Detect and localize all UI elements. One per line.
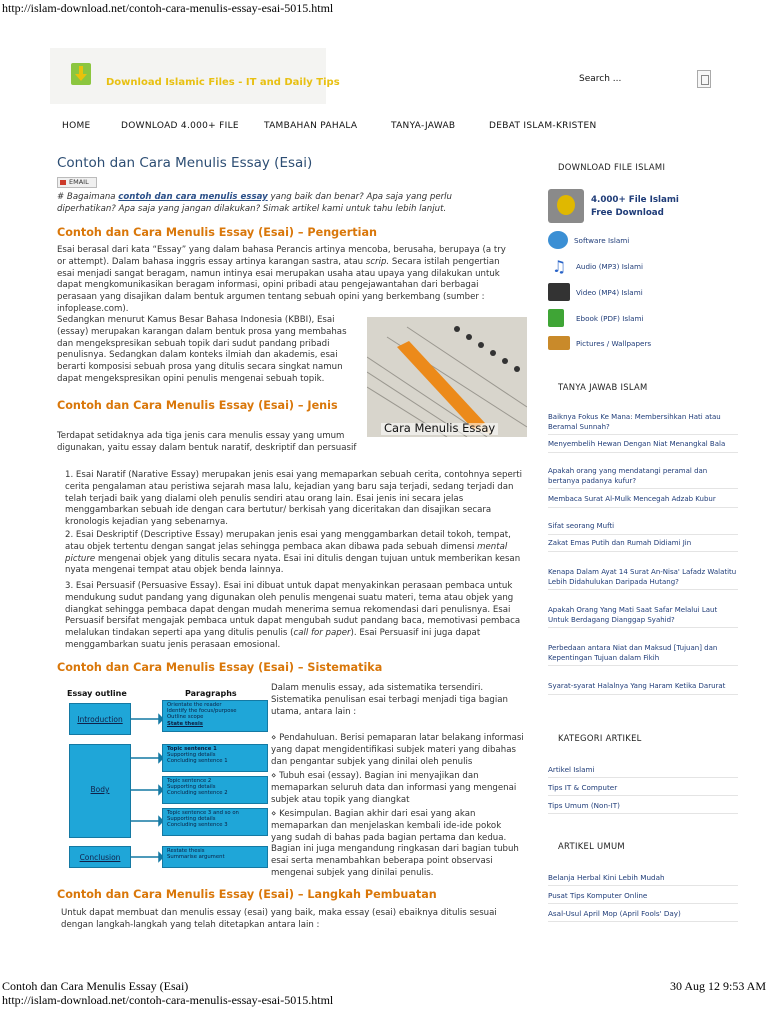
outline-para-body-3 (162, 808, 268, 836)
list-text: 3. Esai Persuasif (Persuasive Essay). Esai ini dibuat untuk dapat menyakinkan perasaan pembaca untuk mendukung sudut pandang yang digunakan oleh penulis mengenai suatu materi, tema atau objek yang diangkat sehingga pembaca dapat dengan mudah menerima semua rekomendasi dari penulisnya. Esai Persuasif bersifat mengajak pembaca untuk dapat mengubah sudut pandang baca, memotivasi pembaca melalukan tindakan seperti apa yang ditulis penulis ( (65, 581, 521, 639)
list-text: mental picture (65, 541, 508, 564)
email-button[interactable]: EMAIL (57, 177, 97, 188)
outline-line: State thesis (167, 720, 203, 727)
big-download-icon[interactable] (548, 189, 584, 223)
download-pictures[interactable] (548, 336, 651, 350)
heading-sistematika: Contoh dan Cara Menulis Essay (Esai) – Sistematika (57, 661, 383, 674)
qa-link[interactable]: Apakah orang yang mendatangi peramal dan bertanya padanya kufur? (548, 467, 738, 489)
site-banner[interactable] (50, 48, 340, 104)
qa-link[interactable]: Zakat Emas Putih dan Rumah Didiami Jin (548, 539, 738, 552)
list-jenis-2 (65, 530, 528, 577)
qa-link[interactable]: Perbedaan antara Niat dan Maksud [Tujuan] dan Kepentingan Tujuan dalam Fikih (548, 644, 738, 666)
nav-download[interactable]: DOWNLOAD 4.000+ FILE (121, 121, 239, 131)
picture-icon (548, 336, 570, 350)
bullet-pendahuluan: ⋄ Pendahuluan. Berisi pemaparan latar belakang informasi yang dapat mengidentifikasi subjek materi yang dibahas dan pengantar subjek yang dinilai oleh penulis (271, 733, 524, 767)
heading-langkah: Contoh dan Cara Menulis Essay (Esai) – Langkah Pembuatan (57, 888, 437, 901)
outline-line: Concluding sentence 1 (167, 758, 228, 765)
outline-label: Body (90, 785, 110, 794)
intro-link[interactable]: contoh dan cara menulis essay (118, 192, 268, 202)
outline-line: Summarise argument (167, 854, 225, 861)
outline-col-heading: Essay outline (67, 689, 127, 698)
outline-intro-box (69, 703, 131, 735)
print-date: 30 Aug 12 9:53 AM (669, 979, 766, 993)
download-label[interactable]: Audio (MP3) Islami (576, 261, 643, 271)
outline-line: Outline scope (167, 714, 204, 721)
outline-col-heading: Paragraphs (185, 689, 237, 698)
category-link[interactable]: Artikel Islami (548, 765, 738, 778)
sidebar-heading-qa: TANYA JAWAB ISLAM (558, 382, 648, 392)
qa-link[interactable]: Syarat-syarat Halalnya Yang Haram Ketika Darurat (548, 682, 738, 695)
para-text: Secara istilah pengertian esai menjadi sangat beragam, namun intinya esai merupakan usaha atau upaya yang dilakukan untuk dapat mengkomunikasikan beragam informasi, opini pribadi atau pengejawantahan dari berbagai perasaan yang disajikan dalam bentuk argumen tentang sebuah opini yang berkembang (sumber : infoplease.com). (57, 256, 500, 314)
list-text: mengenai objek yang ditulis secara nyata. Esai ini ditulis dengan tujuan untuk memberikan kesan nyata mengenai tempat atau objek benda lainnya. (65, 553, 521, 576)
sidebar-heading-download: DOWNLOAD FILE ISLAMI (558, 162, 666, 172)
outline-label: Introduction (77, 715, 123, 724)
category-link[interactable]: Tips Umum (Non-IT) (548, 801, 738, 814)
outline-line: Topic sentence 1 (167, 746, 217, 752)
category-link[interactable]: Tips IT & Computer (548, 783, 738, 796)
outline-line: Orientate the reader (167, 702, 222, 708)
nav-pahala[interactable]: TAMBAHAN PAHALA (264, 121, 358, 131)
outline-para-body-1 (162, 744, 268, 772)
heading-jenis: Contoh dan Cara Menulis Essay (Esai) – Jenis (57, 399, 338, 412)
outline-line: Supporting details (167, 784, 216, 791)
outline-line: Concluding sentence 2 (167, 790, 228, 797)
outline-body-box (69, 744, 131, 838)
para-jenis: Terdapat setidaknya ada tiga jenis cara menulis essay yang umum digunakan, yaitu essay dalam bentuk naratif, deskriptif dan persuasif (57, 431, 357, 453)
outline-line: Restate thesis (167, 848, 205, 854)
qa-link[interactable]: Baiknya Fokus Ke Mana: Membersihkan Hati atau Beramal Sunnah? (548, 413, 738, 435)
main-nav (62, 121, 597, 133)
sidebar-heading-kategori: KATEGORI ARTIKEL (558, 733, 642, 743)
page-title: Contoh dan Cara Menulis Essay (Esai) (57, 155, 313, 171)
outline-conclusion-box (69, 846, 131, 868)
list-jenis-3 (65, 581, 528, 652)
ebook-icon (548, 309, 564, 327)
big-download-link[interactable] (591, 194, 679, 220)
list-text: ). Esai Persuasif ini juga dapat menggambarkan suatu jenis perasaan emosional. (65, 628, 481, 650)
list-text: call for paper (293, 628, 351, 639)
qa-link[interactable]: Kenapa Dalam Ayat 14 Surat An-Nisa' Lafadz Walatitu Lebih Didahulukan Daripada Hutang? (548, 568, 738, 590)
print-page-title: Contoh dan Cara Menulis Essay (Esai) (2, 979, 189, 993)
qa-link[interactable]: Apakah Orang Yang Mati Saat Safar Melalui Laut Untuk Berdagang Dianggap Syahid? (548, 606, 738, 628)
list-text: 2. Esai Deskriptif (Descriptive Essay) merupakan jenis esai yang menggambarkan detail tokoh, tempat, atau objek tertentu dengan sangat jelas sehingga pembaca akan dibawa pada sebuah dimensi (65, 530, 511, 552)
qa-link[interactable]: Sifat seorang Mufti (548, 522, 738, 535)
para-text: scrip. (365, 256, 390, 267)
umum-link[interactable]: Asal-Usul April Mop (April Fools' Day) (548, 909, 738, 922)
outline-line: Topic sentence 3 and so on (167, 810, 239, 816)
intro-text: yang baik dan benar? Apa saja yang perlu diperhatikan? Apa saja yang jangan dilakukan? Simak artikel kami untuk tahu lebih lanjut. (57, 192, 453, 214)
sidebar-heading-umum: ARTIKEL UMUM (558, 841, 625, 851)
para-langkah: Untuk dapat membuat dan menulis essay (esai) yang baik, maka essay (esai) ebaiknya ditulis sesuai dengan langkah-langkah yang telah ditetapkan antara lain : (61, 908, 497, 930)
essay-photo (367, 317, 527, 437)
print-url-top: http://islam-download.net/contoh-cara-menulis-essay-esai-5015.html (2, 1, 334, 15)
download-software[interactable] (548, 231, 629, 249)
outline-para-conclusion (162, 846, 268, 868)
download-logo-icon (70, 62, 92, 86)
outline-line: Supporting details (167, 752, 216, 759)
para-pengertian (57, 245, 507, 316)
bullet-kesimpulan: ⋄ Kesimpulan. Bagian akhir dari esai yang akan memaparkan dan menjelaskan kembali ide-ide pokok yang sudah di bahas pada bagian pertama dan kedua. Bagian ini juga mengandung ringkasan dari bagian tubuh esai serta menambahkan beberapa point observasi mengenai subjek yang dinilai penulis. (271, 809, 519, 878)
outline-line: Concluding sentence 3 (167, 822, 228, 829)
article-intro (57, 192, 507, 216)
para-sistematika: Dalam menulis essay, ada sistematika tersendiri. Sistematika penulisan esai terbagi menjadi tiga bagian utama, antara lain : (271, 683, 508, 717)
outline-line: Supporting details (167, 816, 216, 823)
notebook-pencil-illustration (367, 317, 527, 437)
download-label[interactable]: Video (MP4) Islami (576, 287, 643, 297)
bullet-tubuh: ⋄ Tubuh esai (essay). Bagian ini menyajikan dan memaparkan seluruh data dan informasi yang mengenai subjek atau topik yang diangkat (271, 771, 517, 805)
nav-debat[interactable]: DEBAT ISLAM-KRISTEN (489, 121, 597, 131)
download-video[interactable] (548, 283, 643, 301)
download-label[interactable]: Pictures / Wallpapers (576, 338, 652, 348)
print-url-bottom: http://islam-download.net/contoh-cara-menulis-essay-esai-5015.html (2, 993, 334, 1007)
outline-label: Conclusion (79, 853, 121, 862)
intro-text: # Bagaimana (57, 192, 119, 202)
download-label[interactable]: Ebook (PDF) Islami (576, 313, 644, 323)
film-icon (548, 283, 570, 301)
qa-link[interactable]: Membaca Surat Al-Mulk Mencegah Adzab Kubur (548, 495, 738, 508)
download-audio[interactable] (548, 257, 643, 275)
nav-home[interactable]: HOME (62, 121, 91, 131)
heading-pengertian: Contoh dan Cara Menulis Essay (Esai) – Pengertian (57, 226, 377, 239)
image-caption: Cara Menulis Essay (381, 423, 498, 435)
umum-link[interactable]: Belanja Herbal Kini Lebih Mudah (548, 873, 738, 886)
nav-tanya-jawab[interactable]: TANYA-JAWAB (391, 121, 456, 131)
outline-line: Topic sentence 2 (167, 778, 212, 784)
list-jenis-1: 1. Esai Naratif (Narative Essay) merupakan jenis esai yang memaparkan sebuah cerita, contohnya seperti cerita pengalaman atau peristiwa sejarah masa lalu, kejadian yang baru saja terjadi, sedang terjadi dan telah terjadi baik yang dialami oleh penulis sendiri atau orang lain. Esai jenis ini secara jelas menggambarkan sebuah ide dengan cara bertutur/ berkisah yang diceritakan dan disajikan secara kronologis kejadian yang sebenarnya. (65, 470, 523, 528)
outline-para-intro (162, 700, 268, 732)
music-note-icon: ♫ (551, 256, 567, 276)
essay-outline-diagram (57, 686, 267, 872)
download-ebook[interactable] (548, 309, 644, 327)
para-text: Esai berasal dari kata “Essay” yang dalam bahasa Perancis artinya mencoba, berusaha, berupaya (a try or attempt). Dalam bahasa inggris essay artinya karangan sastra, atau (57, 245, 506, 267)
para-kbbi: Sedangkan menurut Kamus Besar Bahasa Indonesia (KBBI), Esai (essay) merupakan karangan dalam bentuk prosa yang membahas dan mengekspresikan sebuah topik dari sudut pandang pribadi penulisnya. Sedangkan dalam konteks ilmiah dan akademis, esai berarti komposisi sebuah prosa yang ditulis secara singkat namun dapat mengekspresikan opini penulis mengenai sebuah topik. (57, 315, 347, 384)
qa-link[interactable]: Menyembelih Hewan Dengan Niat Menangkal Bala (548, 440, 738, 453)
umum-link[interactable]: Pusat Tips Komputer Online (548, 891, 738, 904)
outline-line: Identify the focus/purpose (167, 708, 237, 715)
outline-arrows (131, 686, 163, 872)
big-download-line[interactable]: 4.000+ File Islami (591, 195, 679, 205)
big-download-line[interactable]: Free Download (591, 208, 664, 218)
site-title[interactable]: Download Islamic Files - IT and Daily Tips (106, 77, 340, 88)
outline-para-body-2 (162, 776, 268, 804)
download-label[interactable]: Software Islami (574, 235, 630, 245)
search-icon[interactable] (697, 70, 711, 88)
search-label[interactable]: Search ... (579, 74, 622, 84)
software-icon (548, 231, 568, 249)
